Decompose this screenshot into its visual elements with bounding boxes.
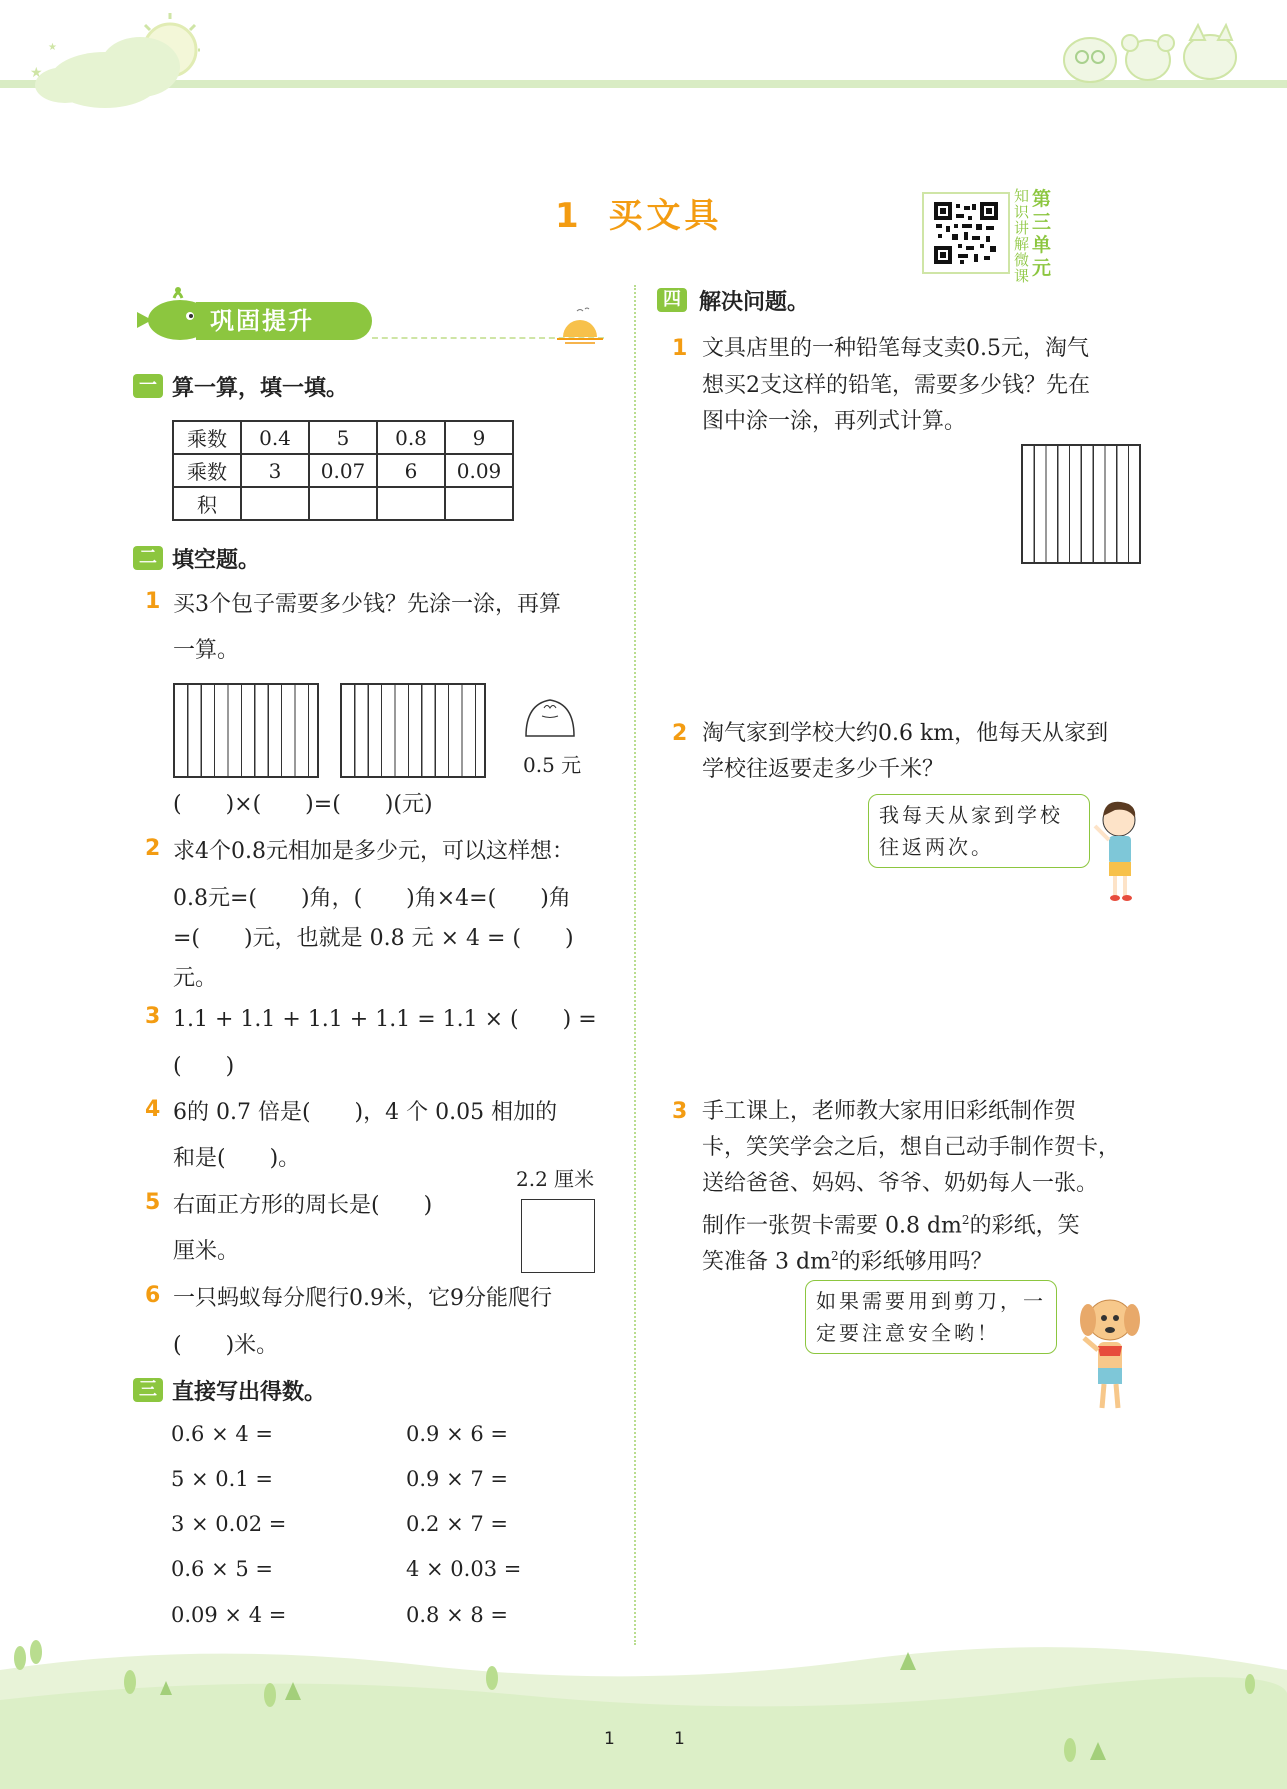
- page-title: [555, 188, 723, 237]
- table-cell: 0.09: [445, 454, 513, 487]
- superscript: 2: [830, 1249, 839, 1263]
- question-text: 手工课上，老师教大家用旧彩纸制作贺: [702, 1099, 1077, 1124]
- dog-character-icon: [1070, 1290, 1150, 1420]
- shading-grid[interactable]: [1021, 444, 1141, 564]
- question-text: 一只蚂蚁每分爬行0.9米，它9分能爬行: [173, 1286, 552, 1311]
- table-cell: 3: [241, 454, 309, 487]
- question-text[interactable]: 和是( )。: [173, 1146, 301, 1171]
- answer-cell[interactable]: [377, 487, 445, 520]
- question-text: 一算。: [173, 638, 240, 663]
- question-number: 5: [145, 1190, 161, 1215]
- question-text: 想买2支这样的铅笔，需要多少钱？先在: [702, 373, 1090, 398]
- section-3-badge: 三: [133, 1378, 163, 1402]
- table-cell: 乘数: [173, 454, 241, 487]
- question-text: [702, 1237, 993, 1281]
- calc-item[interactable]: 4 × 0.03 =: [406, 1557, 522, 1581]
- question-text[interactable]: 6的 0.7 倍是( )，4 个 0.05 相加的: [173, 1100, 558, 1125]
- question-number: 4: [145, 1097, 161, 1122]
- section-3-title: 直接写出得数。: [172, 1380, 327, 1405]
- speech-bubble: [868, 794, 1090, 868]
- title-text: 买文具: [608, 196, 723, 236]
- speech-bubble: [805, 1280, 1057, 1354]
- text-part: 的彩纸够用吗？: [838, 1249, 993, 1275]
- table-cell: 0.4: [241, 421, 309, 454]
- calc-item[interactable]: 0.8 × 8 =: [406, 1603, 508, 1627]
- shading-grid[interactable]: [173, 683, 319, 778]
- calc-item[interactable]: 0.9 × 7 =: [406, 1467, 508, 1491]
- question-text: 文具店里的一种铅笔每支卖0.5元，淘气: [702, 336, 1089, 361]
- superscript: 2: [961, 1213, 970, 1227]
- question-number: 2: [145, 836, 161, 861]
- footer-landscape: [0, 1640, 1287, 1789]
- qr-caption-right: 第三单元: [1032, 188, 1052, 279]
- square-side-label: 2.2 厘米: [516, 1167, 595, 1191]
- svg-text:★: ★: [30, 65, 43, 81]
- svg-text:★: ★: [48, 42, 57, 53]
- cloud-sun-decoration: [20, 5, 200, 115]
- table-cell: 乘数: [173, 421, 241, 454]
- multiplication-table: [172, 420, 514, 521]
- question-text[interactable]: =( )元，也就是 0.8 元 × 4 = ( ): [173, 926, 574, 951]
- calc-item[interactable]: 3 × 0.02 =: [171, 1512, 287, 1536]
- question-number: 2: [672, 721, 688, 746]
- bubble-text: 我每天从家到学校: [879, 803, 1063, 827]
- question-text[interactable]: ( )米。: [173, 1333, 279, 1358]
- question-text: 元。: [173, 966, 218, 991]
- question-text: 求4个0.8元相加是多少元，可以这样想：: [173, 839, 574, 864]
- question-number: 1: [672, 336, 688, 361]
- table-cell: 5: [309, 421, 377, 454]
- bun-icon: [522, 694, 578, 742]
- question-text: 淘气家到学校大约0.6 km，他每天从家到: [702, 721, 1109, 746]
- calc-item[interactable]: 0.9 × 6 =: [406, 1422, 508, 1446]
- section-4-badge: 四: [657, 288, 687, 312]
- table-cell: 9: [445, 421, 513, 454]
- question-number: 1: [145, 589, 161, 614]
- table-row: [173, 421, 513, 454]
- boy-character-icon: [1085, 796, 1145, 906]
- bubble-text: 定要注意安全哟！: [816, 1321, 1000, 1345]
- bubble-text: 往返两次。: [879, 835, 994, 859]
- calc-item[interactable]: 0.6 × 4 =: [171, 1422, 273, 1446]
- section-1-title: 算一算，填一填。: [172, 376, 349, 401]
- bubble-text: 如果需要用到剪刀，一: [816, 1289, 1046, 1313]
- question-text: 图中涂一涂，再列式计算。: [702, 409, 967, 434]
- table-cell: 6: [377, 454, 445, 487]
- page-number-left: 1: [604, 1729, 615, 1749]
- calc-item[interactable]: 0.6 × 5 =: [171, 1557, 273, 1581]
- question-text: 学校往返要走多少千米？: [702, 757, 945, 782]
- question-number: 3: [145, 1004, 161, 1029]
- bun-price: 0.5 元: [523, 753, 582, 777]
- question-text: 送给爸爸、妈妈、爷爷、奶奶每人一张。: [702, 1171, 1099, 1196]
- table-row: [173, 487, 513, 520]
- section-4-title: 解决问题。: [699, 290, 810, 315]
- calc-item[interactable]: 0.09 × 4 =: [171, 1603, 287, 1627]
- table-cell: 0.07: [309, 454, 377, 487]
- calc-item[interactable]: 5 × 0.1 =: [171, 1467, 273, 1491]
- question-text: 厘米。: [173, 1239, 240, 1264]
- question-text: 卡，笑笑学会之后，想自己动手制作贺卡，: [702, 1135, 1121, 1160]
- sunset-icon: [555, 305, 605, 345]
- page-number-right: 1: [674, 1729, 685, 1749]
- shading-grid[interactable]: [340, 683, 486, 778]
- question-number: 6: [145, 1283, 161, 1308]
- question-text[interactable]: 右面正方形的周长是( ): [173, 1193, 433, 1218]
- animal-characters-decoration: [1060, 15, 1260, 85]
- question-text: 买3个包子需要多少钱？先涂一涂，再算: [173, 592, 561, 617]
- qr-code-icon: [924, 194, 1008, 272]
- table-cell: 积: [173, 487, 241, 520]
- section-2-title: 填空题。: [172, 548, 261, 573]
- section-1-badge: 一: [133, 374, 163, 398]
- title-number: 1: [555, 196, 583, 236]
- section-2-badge: 二: [133, 546, 163, 570]
- qr-caption-left: 知识讲解微课: [1014, 187, 1030, 285]
- question-text[interactable]: 0.8元=( )角，( )角×4=( )角: [173, 886, 571, 911]
- square-shape: [521, 1199, 595, 1273]
- qr-code[interactable]: [922, 192, 1010, 274]
- answer-cell[interactable]: [309, 487, 377, 520]
- table-cell: 0.8: [377, 421, 445, 454]
- text-part: 笑准备 3 dm: [702, 1249, 831, 1275]
- question-text[interactable]: 1.1 + 1.1 + 1.1 + 1.1 = 1.1 × ( ) =: [173, 1007, 597, 1032]
- table-row: [173, 454, 513, 487]
- answer-line[interactable]: ( )×( )=( )(元): [173, 792, 433, 817]
- calc-item[interactable]: 0.2 × 7 =: [406, 1512, 508, 1536]
- banner-label: 巩固提升: [196, 302, 372, 340]
- question-number: 3: [672, 1099, 688, 1124]
- answer-cell[interactable]: [241, 487, 309, 520]
- column-divider: [634, 285, 636, 1645]
- question-text[interactable]: ( ): [173, 1054, 235, 1079]
- answer-cell[interactable]: [445, 487, 513, 520]
- text-part: 制作一张贺卡需要 0.8 dm: [702, 1213, 962, 1239]
- text-part: 的彩纸，笑: [969, 1213, 1080, 1239]
